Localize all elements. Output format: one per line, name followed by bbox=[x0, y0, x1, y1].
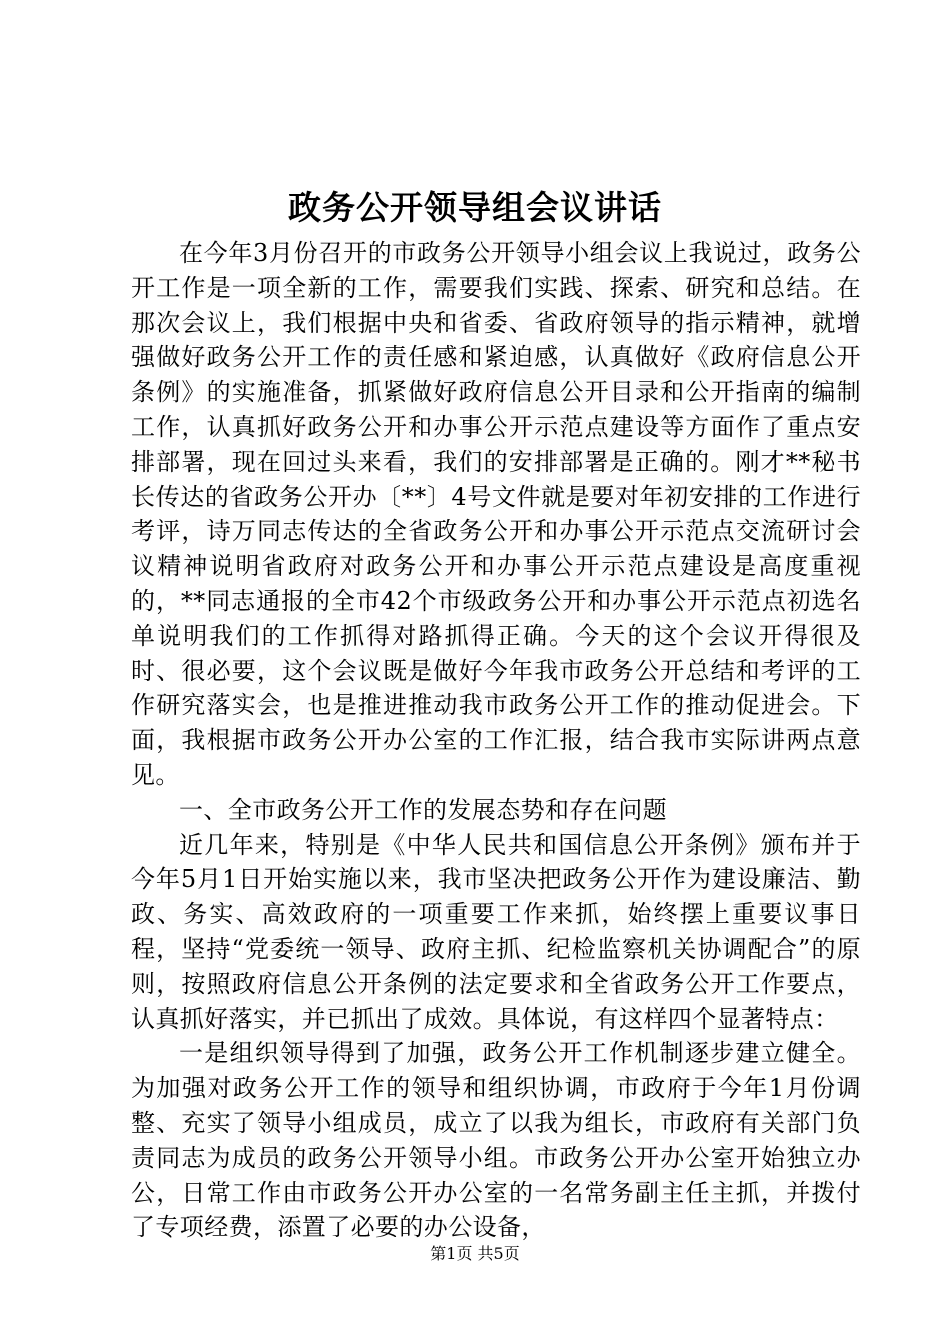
document-body bbox=[131, 236, 861, 1245]
document-title: 政务公开领导组会议讲话 bbox=[288, 188, 662, 227]
section-heading: 一、全市政务公开工作的发展态势和存在问题 bbox=[179, 795, 667, 824]
page-footer: 第1页 共5页 bbox=[430, 1244, 520, 1263]
paragraph-point-one: 一是组织领导得到了加强，政务公开工作机制逐步建立健全。为加强对政务公开工作的领导和组织协调，市政府于今年1月份调整、充实了领导小组成员，成立了以我为组长，市政府有关部门负责同志为成员的政务公开领导小组。市政务公开办公室开始独立办公，日常工作由市政务公开办公室的一名常务副主任主抓，并拨付了专项经费，添置了必要的办公设备， bbox=[131, 1039, 861, 1242]
paragraph-overview: 近几年来，特别是《中华人民共和国信息公开条例》颁布并于今年5月1日开始实施以来，我市坚决把政务公开作为建设廉洁、勤政、务实、高效政府的一项重要工作来抓，始终摆上重要议事日程，坚持“党委统一领导、政府主抓、纪检监察机关协调配合”的原则，按照政府信息公开条例的法定要求和全省政务公开工作要点，认真抓好落实，并已抓出了成效。具体说，有这样四个显著特点： bbox=[131, 830, 861, 1033]
paragraph-intro: 在今年3月份召开的市政务公开领导小组会议上我说过，政务公开工作是一项全新的工作，需要我们实践、探索、研究和总结。在那次会议上，我们根据中央和省委、省政府领导的指示精神，就增强做好政务公开工作的责任感和紧迫感，认真做好《政府信息公开条例》的实施准备，抓紧做好政府信息公开目录和公开指南的编制工作，认真抓好政务公开和办事公开示范点建设等方面作了重点安排部署，现在回过头来看，我们的安排部署是正确的。刚才**秘书长传达的省政务公开办〔**〕4号文件就是要对年初安排的工作进行考评，诗万同志传达的全省政务公开和办事公开示范点交流研讨会议精神说明省政府对政务公开和办事公开示范点建设是高度重视的，**同志通报的全市42个市级政务公开和办事公开示范点初选名单说明我们的工作抓得对路抓得正确。今天的这个会议开得很及时、很必要，这个会议既是做好今年我市政务公开总结和考评的工作研究落实会，也是推进推动我市政务公开工作的推动促进会。下面，我根据市政务公开办公室的工作汇报，结合我市实际讲两点意见。 bbox=[131, 239, 861, 789]
